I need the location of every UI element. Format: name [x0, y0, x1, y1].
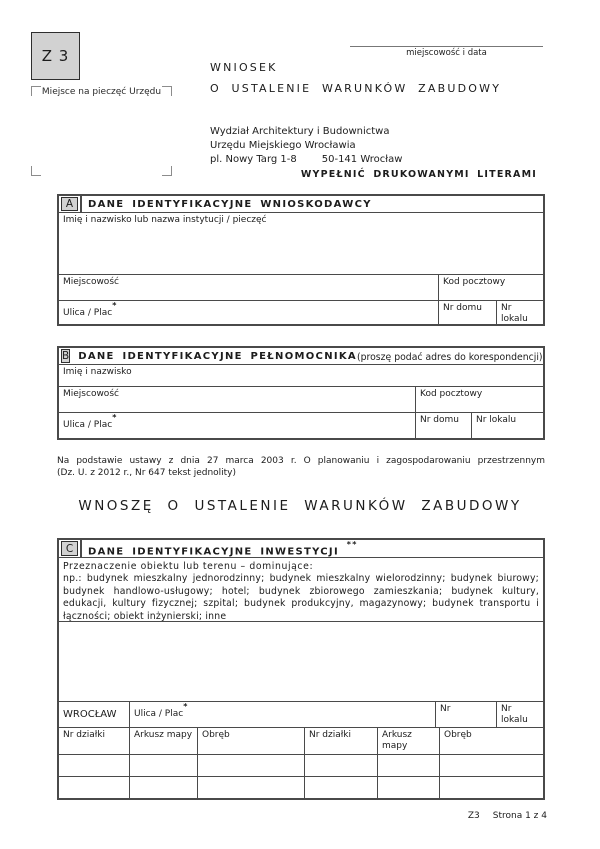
recipient-line1: Wydział Architektury i Budownictwa	[210, 126, 390, 137]
field-b-street-input[interactable]	[59, 413, 415, 438]
field-a-name-label: Imię i nazwisko lub nazwa instytucji / pieczęć	[63, 215, 267, 225]
stamp-corner-bottom-left-icon	[31, 166, 41, 176]
section-b-title-note: (proszę podać adres do korespondencji)	[356, 352, 543, 363]
field-c-nr-input[interactable]	[435, 702, 496, 727]
plot-row2-nr-dzialki-2-input[interactable]	[304, 777, 377, 798]
field-c-purpose-input[interactable]	[59, 622, 543, 701]
form-title-line2: O USTALENIE WARUNKÓW ZABUDOWY	[210, 82, 502, 95]
request-heading: WNOSZĘ O USTALENIE WARUNKÓW ZABUDOWY	[78, 498, 522, 514]
field-a-street-label: Ulica / Plac	[63, 308, 113, 318]
field-a-postal-input[interactable]	[438, 275, 543, 300]
plot-header-nr-dzialki-2: Nr działki	[304, 728, 377, 754]
footer-form-code: Z3	[467, 811, 480, 821]
section-a-table	[57, 194, 545, 326]
plot-row1-nr-dzialki-2-input[interactable]	[304, 755, 377, 776]
field-b-city-input[interactable]	[59, 387, 415, 412]
plot-header-arkusz-mapy-2: Arkusz mapy	[377, 728, 439, 754]
field-b-street-label: Ulica / Plac	[63, 420, 113, 430]
plot-header-obreb-2: Obręb	[439, 728, 543, 754]
plot-row1-obreb-1-input[interactable]	[197, 755, 304, 776]
field-c-city-text: WROCŁAW	[63, 709, 117, 720]
section-c-title: DANE IDENTYFIKACYJNE INWESTYCJI **	[88, 540, 358, 558]
field-b-name-label: Imię i nazwisko	[63, 367, 132, 377]
section-b-badge: B	[62, 350, 70, 362]
plot-row2-obreb-1-input[interactable]	[197, 777, 304, 798]
field-a-house-no-label: Nr domu	[443, 303, 482, 313]
field-b-postal-label: Kod pocztowy	[420, 389, 483, 399]
fill-instruction: WYPEŁNIĆ DRUKOWANYMI LITERAMI	[300, 169, 537, 180]
field-c-flat-no-input[interactable]	[496, 702, 543, 727]
field-b-postal-input[interactable]	[415, 387, 543, 412]
legal-basis-line2: (Dz. U. z 2012 r., Nr 647 tekst jednolity)	[57, 467, 237, 478]
field-b-flat-no-input[interactable]	[471, 413, 543, 438]
section-c-title-asterisks: **	[346, 540, 358, 549]
field-b-house-no-label: Nr domu	[420, 415, 459, 425]
field-a-name-input[interactable]	[59, 213, 543, 274]
form-code-box: Z 3	[31, 32, 80, 80]
field-b-city-label: Miejscowość	[63, 389, 119, 399]
field-b-flat-no-label: Nr lokalu	[476, 415, 517, 425]
plot-header-obreb-1: Obręb	[197, 728, 304, 754]
section-c-badge: C	[61, 541, 78, 556]
plot-header-arkusz-mapy-1: Arkusz mapy	[129, 728, 197, 754]
field-c-street-input[interactable]	[129, 702, 435, 727]
section-b-table	[57, 346, 545, 440]
form-title-line1: WNIOSEK	[210, 61, 278, 74]
place-date-caption: miejscowość i data	[406, 48, 487, 58]
recipient-postal-city: 50-141 Wrocław	[321, 154, 403, 165]
purpose-label: Przeznaczenie obiektu lub terenu – dominujące:	[63, 561, 314, 572]
field-c-city-value	[59, 702, 129, 727]
plot-row1-obreb-2-input[interactable]	[439, 755, 543, 776]
plot-row2-arkusz-mapy-2-input[interactable]	[377, 777, 439, 798]
field-a-flat-no-input[interactable]	[496, 301, 543, 324]
field-a-street-asterisk: *	[112, 301, 117, 310]
purpose-examples: np.: budynek mieszkalny jednorodzinny; budynek mieszkalny wielorodzinny; budynek biurowy; budynek handlowo-usługowy; hotel; budynek zbiorowego zamieszkania; budynek kultury, edukacji, kultury fizycznej; szpital; budynek produkcyjny, magazynowy; budynek transportu i łączności; obiekt inżynierski; inne	[63, 573, 539, 621]
field-a-house-no-input[interactable]	[438, 301, 496, 324]
field-a-flat-no-label: Nr lokalu	[501, 303, 528, 324]
field-a-city-input[interactable]	[59, 275, 438, 300]
plot-row1-nr-dzialki-1-input[interactable]	[59, 755, 129, 776]
plot-row1-arkusz-mapy-2-input[interactable]	[377, 755, 439, 776]
field-b-house-no-input[interactable]	[415, 413, 471, 438]
legal-basis	[57, 456, 545, 479]
field-a-postal-label: Kod pocztowy	[443, 277, 506, 287]
place-date-write-line[interactable]	[350, 46, 543, 47]
field-a-city-label: Miejscowość	[63, 277, 119, 287]
plot-row2-obreb-2-input[interactable]	[439, 777, 543, 798]
stamp-corner-bottom-right-icon	[162, 166, 172, 176]
plot-row1-arkusz-mapy-1-input[interactable]	[129, 755, 197, 776]
section-b-title: DANE IDENTYFIKACYJNE PEŁNOMOCNIKA	[78, 351, 357, 362]
recipient-address	[210, 125, 402, 167]
plot-row2-nr-dzialki-1-input[interactable]	[59, 777, 129, 798]
stamp-area[interactable]	[30, 85, 173, 177]
field-b-name-input[interactable]	[59, 365, 543, 386]
recipient-street: pl. Nowy Targ 1-8	[210, 154, 297, 165]
field-c-nr-label: Nr	[440, 704, 451, 714]
section-a-badge: A	[61, 197, 78, 211]
field-b-street-asterisk: *	[112, 413, 117, 422]
section-c-table	[57, 538, 545, 800]
recipient-line2: Urzędu Miejskiego Wrocławia	[210, 140, 356, 151]
field-c-flat-no-label: Nr lokalu	[501, 704, 528, 725]
form-title	[210, 61, 501, 103]
field-c-purpose-description	[59, 558, 543, 621]
field-a-street-input[interactable]	[59, 301, 438, 324]
plot-header-nr-dzialki-1: Nr działki	[63, 730, 106, 740]
stamp-area-label: Miejsce na pieczęć Urzędu	[41, 87, 162, 97]
legal-basis-line1: Na podstawie ustawy z dnia 27 marca 2003 r. O planowaniu i zagospodarowaniu przestrzennym	[57, 456, 545, 466]
field-c-street-label: Ulica / Plac	[134, 709, 184, 719]
page-footer	[468, 811, 547, 821]
field-c-street-asterisk: *	[183, 702, 188, 711]
footer-page-number: Strona 1 z 4	[492, 811, 547, 821]
plot-row2-arkusz-mapy-1-input[interactable]	[129, 777, 197, 798]
section-a-title: DANE IDENTYFIKACYJNE WNIOSKODAWCY	[88, 199, 372, 210]
